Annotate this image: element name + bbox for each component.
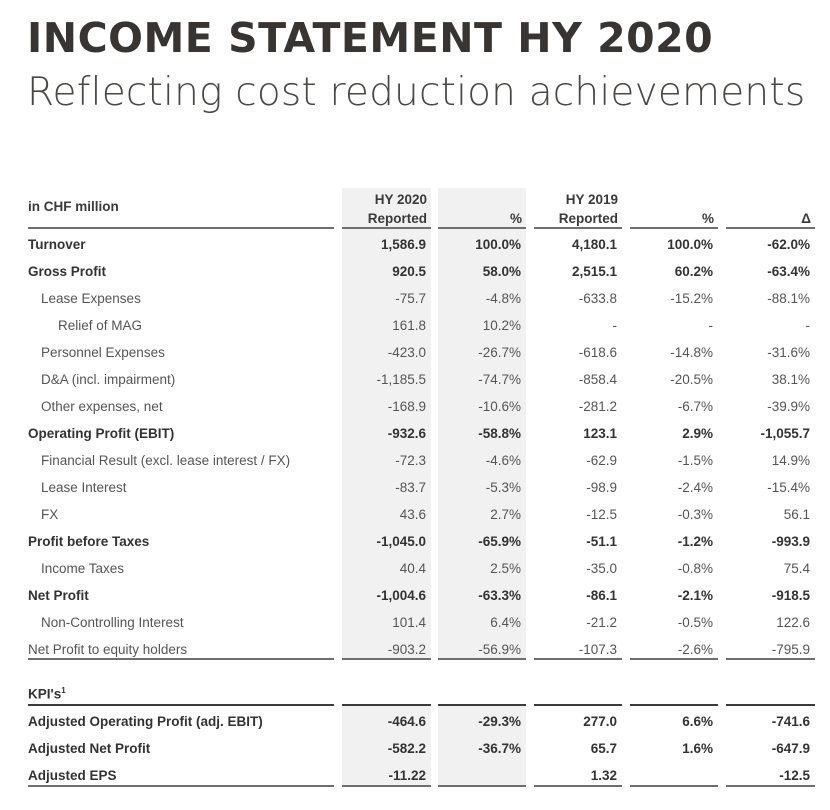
row-value: -4.8% bbox=[485, 291, 521, 306]
column-header-line1: HY 2020 bbox=[374, 192, 427, 207]
row-value: -75.7 bbox=[395, 291, 426, 306]
row-value: 2.9% bbox=[682, 426, 713, 441]
kpi-value: -582.2 bbox=[387, 741, 426, 756]
row-value: -6.7% bbox=[677, 399, 713, 414]
row-value: 100.0% bbox=[475, 237, 521, 252]
kpi-value: 6.6% bbox=[682, 714, 713, 729]
table-bottom-rule bbox=[438, 658, 526, 660]
row-value: -20.5% bbox=[670, 372, 713, 387]
row-value: -1,185.5 bbox=[376, 372, 426, 387]
row-value: 56.1 bbox=[783, 507, 810, 522]
row-value: 122.6 bbox=[776, 615, 810, 630]
row-label: Turnover bbox=[28, 237, 86, 252]
row-value: - bbox=[612, 318, 617, 333]
row-value: -63.3% bbox=[478, 588, 521, 603]
page-title: INCOME STATEMENT HY 2020 bbox=[27, 14, 714, 62]
row-value: - bbox=[708, 318, 713, 333]
row-label: Net Profit bbox=[28, 588, 89, 603]
row-value: -63.4% bbox=[767, 264, 810, 279]
kpi-value: 1.6% bbox=[682, 741, 713, 756]
row-value: -56.9% bbox=[478, 642, 521, 657]
row-value: -633.8 bbox=[578, 291, 617, 306]
column-header-line1: HY 2019 bbox=[565, 192, 618, 207]
row-value: 6.4% bbox=[490, 615, 521, 630]
row-value: 161.8 bbox=[392, 318, 426, 333]
kpi-label: Adjusted Operating Profit (adj. EBIT) bbox=[28, 714, 263, 729]
kpi-rule bbox=[630, 704, 718, 706]
row-value: -62.9 bbox=[586, 453, 617, 468]
row-value: -0.8% bbox=[677, 561, 713, 576]
row-value: 2,515.1 bbox=[571, 264, 617, 279]
row-value: -15.4% bbox=[767, 480, 810, 495]
row-value: -31.6% bbox=[767, 345, 810, 360]
row-value: -993.9 bbox=[771, 534, 810, 549]
row-value: -1.5% bbox=[677, 453, 713, 468]
kpi-bottom-rule bbox=[726, 785, 815, 787]
kpi-bottom-rule bbox=[342, 785, 431, 787]
kpi-value: -741.6 bbox=[771, 714, 810, 729]
row-value: -35.0 bbox=[586, 561, 617, 576]
row-value: -1,055.7 bbox=[760, 426, 810, 441]
kpi-rule bbox=[534, 704, 622, 706]
row-label: Income Taxes bbox=[41, 561, 125, 576]
row-value: -62.0% bbox=[767, 237, 810, 252]
footnote-marker: 1 bbox=[61, 686, 66, 695]
row-label: Net Profit to equity holders bbox=[28, 642, 188, 657]
row-label: Operating Profit (EBIT) bbox=[28, 426, 175, 441]
row-value: -107.3 bbox=[578, 642, 617, 657]
kpi-value: 277.0 bbox=[583, 714, 617, 729]
kpi-bottom-rule bbox=[630, 785, 718, 787]
row-value: -10.6% bbox=[478, 399, 521, 414]
row-value: -1,045.0 bbox=[376, 534, 426, 549]
kpi-value: -29.3% bbox=[478, 714, 521, 729]
row-value: -0.5% bbox=[677, 615, 713, 630]
kpi-bottom-rule bbox=[28, 785, 334, 787]
row-value: -2.6% bbox=[677, 642, 713, 657]
row-value: -618.6 bbox=[578, 345, 617, 360]
row-value: -83.7 bbox=[395, 480, 426, 495]
row-value: -65.9% bbox=[478, 534, 521, 549]
row-value: 2.7% bbox=[490, 507, 521, 522]
row-value: -21.2 bbox=[586, 615, 617, 630]
row-value: -2.4% bbox=[677, 480, 713, 495]
kpi-value: -36.7% bbox=[478, 741, 521, 756]
row-value: -74.7% bbox=[478, 372, 521, 387]
row-value: -932.6 bbox=[387, 426, 426, 441]
header-rule bbox=[342, 227, 431, 229]
kpi-rule bbox=[342, 704, 431, 706]
column-header-line2: % bbox=[701, 211, 714, 226]
table-bottom-rule bbox=[726, 658, 815, 660]
table-bottom-rule bbox=[28, 658, 334, 660]
row-value: -88.1% bbox=[767, 291, 810, 306]
row-value: -51.1 bbox=[586, 534, 617, 549]
row-value: 38.1% bbox=[771, 372, 810, 387]
row-value: -39.9% bbox=[767, 399, 810, 414]
row-value: -26.7% bbox=[478, 345, 521, 360]
kpi-rule bbox=[28, 704, 334, 706]
kpi-title bbox=[28, 680, 228, 702]
kpi-value bbox=[438, 765, 521, 787]
column-header-line2: Δ bbox=[801, 211, 811, 226]
row-value: 2.5% bbox=[490, 561, 521, 576]
row-value: -5.3% bbox=[485, 480, 521, 495]
row-value: -168.9 bbox=[387, 399, 426, 414]
row-value: -1.2% bbox=[677, 534, 713, 549]
header-rule bbox=[28, 227, 334, 229]
row-value: -858.4 bbox=[578, 372, 617, 387]
row-value: -58.8% bbox=[478, 426, 521, 441]
row-value: -2.1% bbox=[677, 588, 713, 603]
row-label: D&A (incl. impairment) bbox=[41, 372, 176, 387]
row-value: - bbox=[805, 318, 810, 333]
row-value: -12.5 bbox=[586, 507, 617, 522]
row-label: FX bbox=[41, 507, 59, 522]
page-subtitle: Reflecting cost reduction achievements bbox=[27, 70, 806, 115]
row-value: -903.2 bbox=[387, 642, 426, 657]
row-value: 4,180.1 bbox=[571, 237, 617, 252]
kpi-value: -464.6 bbox=[387, 714, 426, 729]
row-label: Other expenses, net bbox=[41, 399, 163, 414]
row-label: Gross Profit bbox=[28, 264, 107, 279]
kpi-label: Adjusted Net Profit bbox=[28, 741, 151, 756]
row-value: 101.4 bbox=[392, 615, 426, 630]
row-value: 123.1 bbox=[583, 426, 617, 441]
row-value: -1,004.6 bbox=[376, 588, 426, 603]
column-header-line2: Reported bbox=[367, 211, 427, 226]
kpi-rule bbox=[438, 704, 526, 706]
row-value: 920.5 bbox=[392, 264, 426, 279]
unit-label: in CHF million bbox=[28, 199, 119, 214]
row-value: -72.3 bbox=[395, 453, 426, 468]
kpi-bottom-rule bbox=[534, 785, 622, 787]
row-value: -98.9 bbox=[586, 480, 617, 495]
row-value: -4.6% bbox=[485, 453, 521, 468]
row-value: 14.9% bbox=[771, 453, 810, 468]
header-rule bbox=[534, 227, 622, 229]
row-label: Profit before Taxes bbox=[28, 534, 150, 549]
kpi-value: -647.9 bbox=[771, 741, 810, 756]
row-value: 40.4 bbox=[399, 561, 426, 576]
column-header-line2: Reported bbox=[558, 211, 618, 226]
header-rule bbox=[630, 227, 718, 229]
row-value: 10.2% bbox=[482, 318, 521, 333]
kpi-value bbox=[630, 765, 713, 787]
kpi-value: -11.22 bbox=[388, 768, 426, 783]
row-value: -281.2 bbox=[578, 399, 617, 414]
row-label: Lease Expenses bbox=[41, 291, 141, 306]
row-value: 75.4 bbox=[783, 561, 810, 576]
kpi-rule bbox=[726, 704, 815, 706]
header-rule bbox=[438, 227, 526, 229]
row-value: -86.1 bbox=[586, 588, 617, 603]
row-value: -0.3% bbox=[677, 507, 713, 522]
row-value: -918.5 bbox=[771, 588, 810, 603]
kpi-value: 1.32 bbox=[590, 768, 617, 783]
row-label: Lease Interest bbox=[41, 480, 127, 495]
row-value: -423.0 bbox=[387, 345, 426, 360]
column-header-line2: % bbox=[509, 211, 522, 226]
row-value: 100.0% bbox=[667, 237, 713, 252]
row-label: Non-Controlling Interest bbox=[41, 615, 184, 630]
kpi-value: 65.7 bbox=[590, 741, 617, 756]
kpi-label: Adjusted EPS bbox=[28, 768, 117, 783]
row-value: 43.6 bbox=[399, 507, 426, 522]
table-bottom-rule bbox=[630, 658, 718, 660]
row-value: -15.2% bbox=[670, 291, 713, 306]
header-rule bbox=[726, 227, 815, 229]
row-value: 1,586.9 bbox=[380, 237, 426, 252]
kpi-bottom-rule bbox=[438, 785, 526, 787]
row-value: -795.9 bbox=[771, 642, 810, 657]
kpi-title-text: KPI's bbox=[28, 686, 62, 702]
row-value: 60.2% bbox=[674, 264, 713, 279]
row-label: Relief of MAG bbox=[58, 318, 143, 333]
row-label: Financial Result (excl. lease interest / FX) bbox=[41, 453, 291, 468]
kpi-value: -12.5 bbox=[779, 768, 810, 783]
row-label: Personnel Expenses bbox=[41, 345, 165, 360]
row-value: 58.0% bbox=[482, 264, 521, 279]
row-value: -14.8% bbox=[670, 345, 713, 360]
table-bottom-rule bbox=[342, 658, 431, 660]
table-bottom-rule bbox=[534, 658, 622, 660]
